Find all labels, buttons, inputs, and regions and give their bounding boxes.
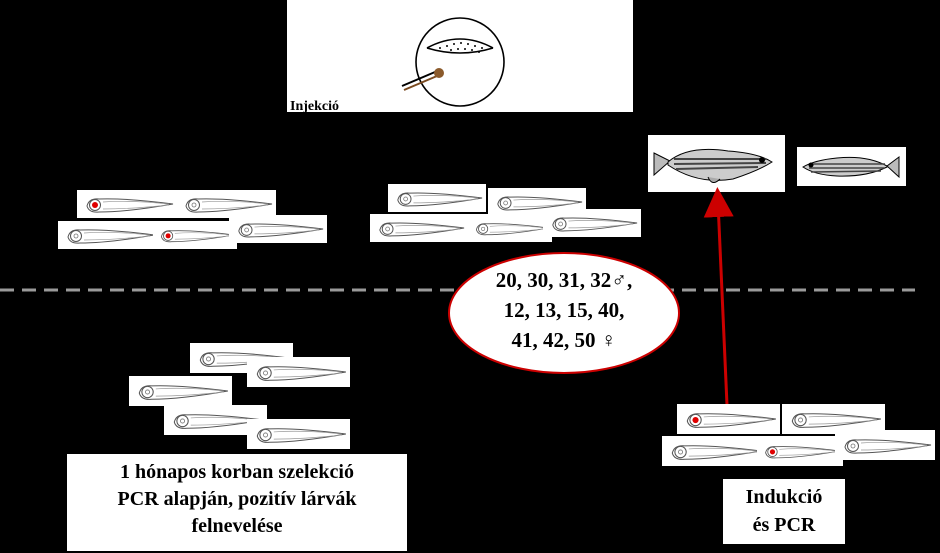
induction-label-line-1: Indukció xyxy=(745,486,823,508)
induction-label-line-2: és PCR xyxy=(752,514,816,536)
larva-card xyxy=(677,404,780,434)
larva-card xyxy=(835,430,935,460)
selection-label-line-1: 1 hónapos korban szelekció xyxy=(120,461,354,483)
selected-fish-numbers xyxy=(448,265,680,355)
oval-line-2: 12, 13, 15, 40, xyxy=(503,298,625,322)
larva-card xyxy=(757,436,843,466)
selection-label-line-2: PCR alapján, pozitív lárvák xyxy=(117,488,357,510)
induction-label xyxy=(723,479,845,544)
selection-label-line-3: felnevelése xyxy=(191,515,283,537)
larva-card xyxy=(662,436,765,466)
cross-symbol: x xyxy=(787,162,795,177)
induction-arrow xyxy=(718,202,727,405)
oval-line-1: 20, 30, 31, 32♂, xyxy=(495,268,633,292)
larva-card xyxy=(129,376,232,406)
selection-label xyxy=(67,454,407,551)
injection-label: Injekció xyxy=(290,99,339,114)
larva-card xyxy=(247,419,350,449)
larva-card xyxy=(247,357,350,387)
oval-line-3: 41, 42, 50 ♀ xyxy=(511,328,617,352)
